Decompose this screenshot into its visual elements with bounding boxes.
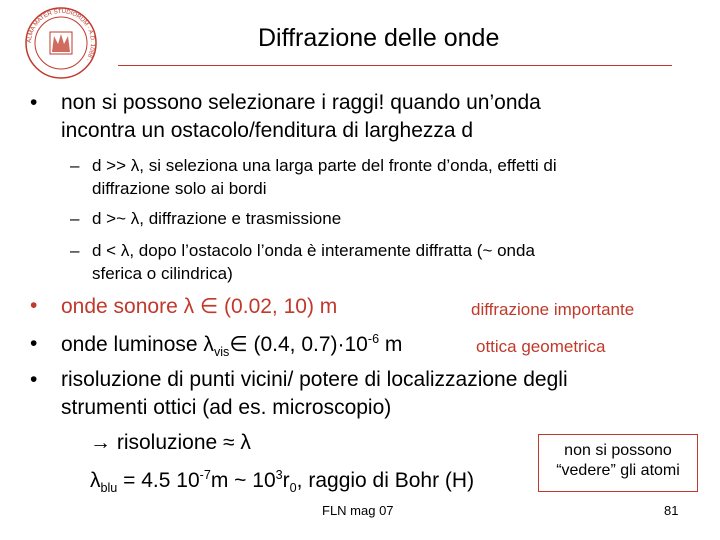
svg-text:ALMA MATER STUDIORUM · A.D. 10: ALMA MATER STUDIORUM · A.D. 1088 · [26, 8, 96, 62]
sub3-line1: d < λ, dopo l’ostacolo l’onda è interamente diffratta (~ onda [92, 241, 535, 260]
bullet2-note: diffrazione importante [471, 300, 635, 319]
bullet-marker: • [30, 91, 38, 114]
bullet-marker: • [30, 294, 38, 317]
bullet1-line2: incontra un ostacolo/fenditura di larghezza d [61, 119, 474, 142]
sub1-line1: d >> λ, si seleziona una larga parte del fronte d’onda, effetti di [92, 156, 557, 175]
footer-text: FLN mag 07 [322, 503, 394, 518]
university-seal-logo [24, 6, 98, 80]
sub3-line2: sferica o cilindrica) [92, 264, 233, 283]
note-box-line2: “vedere” gli atomi [556, 462, 680, 479]
title-divider [118, 65, 672, 66]
bullet4-line1: risoluzione di punti vicini/ potere di localizzazione degli [61, 368, 568, 391]
bullet-marker: • [30, 368, 38, 391]
dash-marker: – [70, 241, 80, 260]
bullet4-line2: strumenti ottici (ad es. microscopio) [61, 396, 392, 419]
resolution-line: → risoluzione ≈ λ [90, 431, 251, 454]
sub2-text: d >~ λ, diffrazione e trasmissione [92, 209, 342, 228]
bullet3-note: ottica geometrica [476, 337, 606, 356]
dash-marker: – [70, 156, 80, 175]
bullet2-text: onde sonore λ ∈ (0.02, 10) m [61, 295, 338, 318]
slide-title: Diffrazione delle onde [258, 24, 500, 52]
lambda-blue-line: $\lambda_{blu} = 4.5$ $10^{-7}m$ ~ $10^3r_0$, raggio di Bohr (H) [90, 468, 475, 496]
page-number: 81 [664, 503, 679, 518]
note-box-line1: non si possono [564, 442, 672, 459]
note-box [538, 434, 698, 492]
bullet-marker: • [30, 332, 38, 355]
bullet3-text: onde luminose $\lambda_{vis}\in$ (0.4, $0.7)\cdot 10^{-6}$ m [61, 332, 403, 360]
sub1-line2: diffrazione solo ai bordi [92, 179, 267, 198]
bullet1-line1: non si possono selezionare i raggi! quando un’onda [61, 91, 541, 114]
dash-marker: – [70, 209, 80, 228]
